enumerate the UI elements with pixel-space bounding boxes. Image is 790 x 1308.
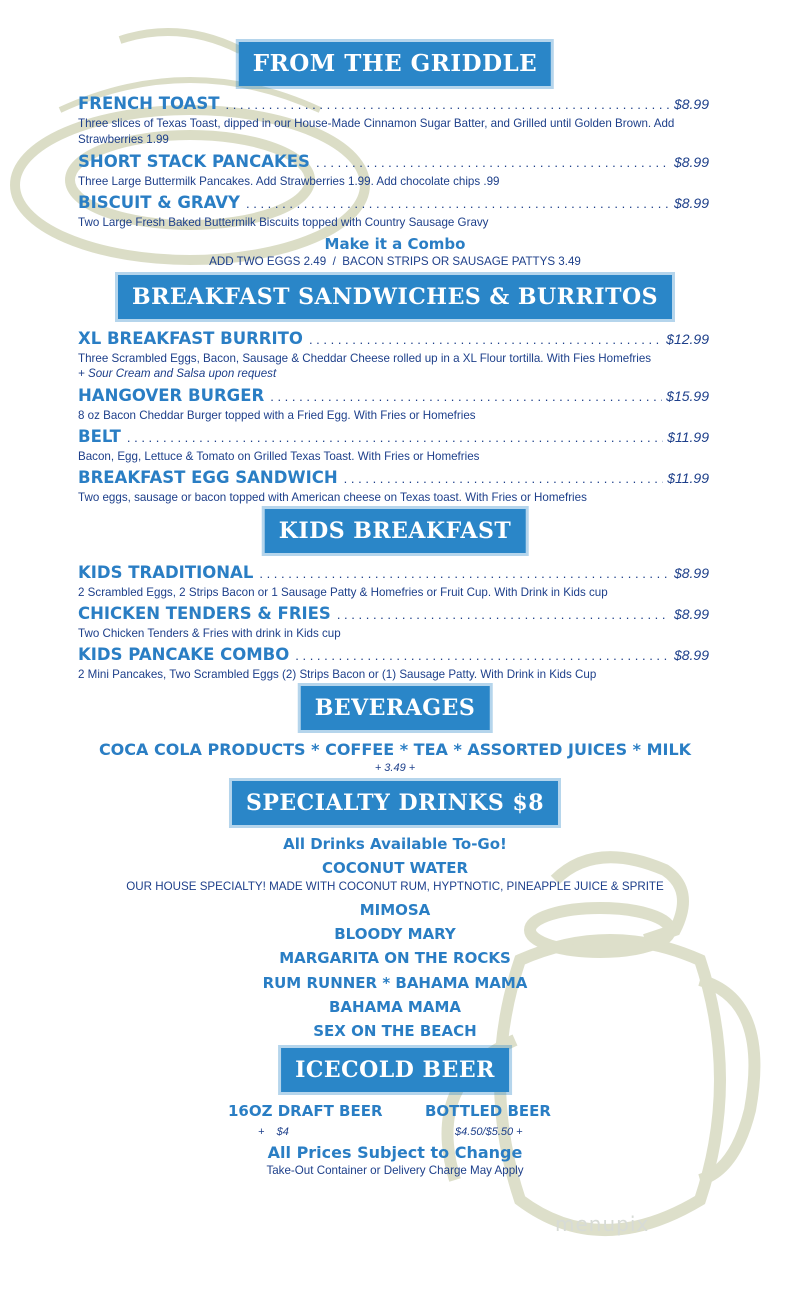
section-banner-griddle: FROM THE GRIDDLE — [239, 42, 551, 86]
menu-item-chicken-tenders — [78, 604, 709, 642]
item-description: 2 Scrambled Eggs, 2 Strips Bacon or 1 Sausage Patty & Homefries or Fruit Cup. With Drink in Kids cup — [78, 586, 608, 599]
leader-dots — [225, 97, 669, 112]
item-name: XL BREAKFAST BURRITO — [78, 329, 303, 348]
item-name: KIDS PANCAKE COMBO — [78, 645, 290, 664]
leader-dots — [246, 196, 670, 211]
menu-item-hangover-burger — [78, 386, 709, 424]
item-name: SHORT STACK PANCAKES — [78, 152, 310, 171]
beverages-price: + 3.49 + — [374, 762, 416, 774]
item-price: $15.99 — [666, 388, 709, 404]
menu-item-kids-traditional — [78, 563, 709, 601]
item-price: $8.99 — [673, 195, 709, 211]
item-description: Three Scrambled Eggs, Bacon, Sausage & Cheddar Cheese rolled up in a XL Flour tortilla. With Fies Homefries — [78, 352, 652, 365]
leader-dots — [270, 389, 662, 404]
draft-beer: 16OZ DRAFT BEER — [228, 1102, 383, 1120]
section-banner-beverages: BEVERAGES — [301, 686, 490, 730]
leader-dots — [337, 607, 670, 622]
item-description: Two Chicken Tenders & Fries with drink in Kids cup — [78, 627, 341, 640]
item-description: Two Large Fresh Baked Buttermilk Biscuits topped with Country Sausage Gravy — [78, 216, 489, 229]
item-description: Two eggs, sausage or bacon topped with American cheese on Texas toast. With Fries or Homefries — [78, 491, 587, 504]
item-name: CHICKEN TENDERS & FRIES — [78, 604, 331, 623]
bottled-price: $4.50/$5.50 + — [455, 1126, 523, 1138]
leader-dots — [127, 430, 663, 445]
bottled-beer: BOTTLED BEER — [425, 1102, 551, 1120]
menu-item-kids-pancake — [78, 645, 709, 683]
item-price: $11.99 — [667, 470, 709, 486]
section-banner-beer: ICECOLD BEER — [281, 1048, 509, 1092]
item-name: KIDS TRADITIONAL — [78, 563, 254, 582]
item-description: Three slices of Texas Toast, dipped in our House-Made Cinnamon Sugar Batter, and Grilled until Golden Brown. Add Strawberries 1.99 — [78, 117, 675, 146]
item-description: 8 oz Bacon Cheddar Burger topped with a Fried Egg. With Fries or Homefries — [78, 409, 476, 422]
item-description: Three Large Buttermilk Pancakes. Add Strawberries 1.99. Add chocolate chips .99 — [78, 175, 500, 188]
section-banner-sandwiches: BREAKFAST SANDWICHES & BURRITOS — [118, 275, 672, 319]
watermark: menupix — [555, 1212, 650, 1236]
item-description: 2 Mini Pancakes, Two Scrambled Eggs (2) Strips Bacon or (1) Sausage Patty. With Drink in Kids Cup — [78, 668, 597, 681]
prices-note: All Prices Subject to Change — [267, 1143, 523, 1162]
item-price: $8.99 — [673, 154, 709, 170]
item-note: + Sour Cream and Salsa upon request — [78, 366, 277, 380]
leader-dots — [295, 648, 670, 663]
leader-dots — [344, 471, 664, 486]
drink-sex-on-beach: SEX ON THE BEACH — [313, 1022, 477, 1040]
item-price: $8.99 — [673, 96, 709, 112]
menu-item-biscuit-gravy — [78, 193, 709, 231]
item-name: BELT — [78, 427, 121, 446]
item-name: FRENCH TOAST — [78, 94, 220, 113]
menu-item-belt — [78, 427, 709, 465]
item-name: BISCUIT & GRAVY — [78, 193, 240, 212]
item-price: $8.99 — [673, 565, 709, 581]
section-banner-kids: KIDS BREAKFAST — [265, 509, 526, 553]
item-name: HANGOVER BURGER — [78, 386, 265, 405]
togo-note: All Drinks Available To-Go! — [283, 835, 507, 853]
leader-dots — [316, 155, 670, 170]
drink-margarita: MARGARITA ON THE ROCKS — [279, 949, 511, 967]
leader-dots — [309, 332, 662, 347]
container-note: Take-Out Container or Delivery Charge May Apply — [266, 1164, 524, 1177]
coconut-water: COCONUT WATER — [321, 859, 469, 877]
item-description: Bacon, Egg, Lettuce & Tomato on Grilled Texas Toast. With Fries or Homefries — [78, 450, 480, 463]
menu-item-egg-sandwich — [78, 468, 709, 506]
coconut-desc: OUR HOUSE SPECIALTY! MADE WITH COCONUT RUM, HYPTNOTIC, PINEAPPLE JUICE & SPRITE — [126, 880, 664, 893]
item-price: $12.99 — [666, 331, 709, 347]
section-banner-specialty: SPECIALTY DRINKS $8 — [232, 781, 558, 825]
leader-dots — [259, 566, 670, 581]
menu-item-short-stack — [78, 152, 709, 190]
menu-item-xl-burrito — [78, 329, 709, 380]
drink-bloody-mary: BLOODY MARY — [334, 925, 456, 943]
item-price: $11.99 — [667, 429, 709, 445]
item-price: $8.99 — [673, 647, 709, 663]
combo-text: ADD TWO EGGS 2.49 / BACON STRIPS OR SAUSAGE PATTYS 3.49 — [209, 255, 581, 268]
combo-title: Make it a Combo — [324, 235, 466, 253]
drink-mimosa: MIMOSA — [359, 901, 431, 919]
drink-rum-runner: RUM RUNNER * BAHAMA MAMA — [262, 974, 528, 992]
draft-price: + $4 — [258, 1126, 289, 1138]
item-name: BREAKFAST EGG SANDWICH — [78, 468, 338, 487]
item-price: $8.99 — [673, 606, 709, 622]
drink-bahama-mama: BAHAMA MAMA — [328, 998, 462, 1016]
menu-item-french-toast — [78, 94, 709, 147]
beverages-line: COCA COLA PRODUCTS * COFFEE * TEA * ASSORTED JUICES * MILK — [98, 740, 692, 759]
